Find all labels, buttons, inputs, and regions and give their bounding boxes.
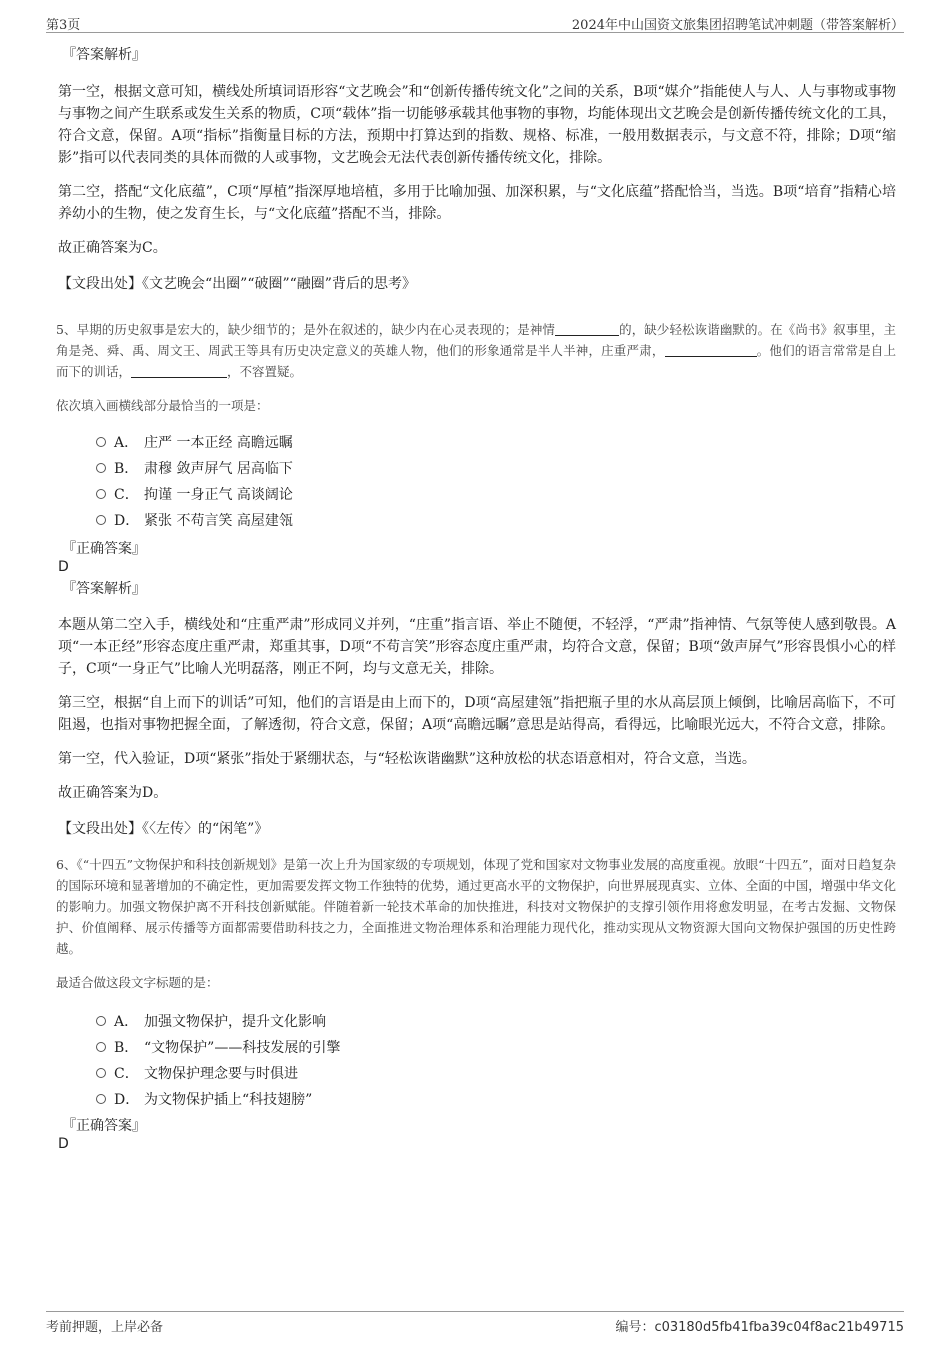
correct-answer: D xyxy=(58,559,69,575)
question-5-options xyxy=(56,430,896,534)
option-b[interactable]: B． 肃穆 敛声屏气 居高临下 xyxy=(96,456,896,482)
correct-answer: D xyxy=(58,1136,69,1152)
radio-circle-icon[interactable] xyxy=(96,437,106,447)
analysis-label: 『答案解析』 xyxy=(62,581,146,597)
analysis-conclusion: 故正确答案为C。 xyxy=(58,240,167,256)
analysis-paragraph: 第一空，代入验证，D项“紧张”指处于紧绷状态，与“轻松诙谐幽默”这种放松的状态语意相对，符合文意，当选。 xyxy=(58,751,756,767)
radio-circle-icon[interactable] xyxy=(96,1068,106,1078)
radio-circle-icon[interactable] xyxy=(96,515,106,525)
analysis-paragraph: 本题从第二空入手，横线处和“庄重严肃”形成同义并列，“庄重”指言语、举止不随便，不轻浮，“严肃”指神情、气氛等使人感到敬畏。A项“一本正经”形容态度庄重严肃，郑重其事，D项“不苟言笑”形容态度庄重严肃，均符合文意，保留；B项“敛声屏气”形容畏惧小心的样子，C项“一身正气”比喻人光明磊落，刚正不阿，均与文意无关，排除。 xyxy=(58,617,896,677)
radio-circle-icon[interactable] xyxy=(96,463,106,473)
page-header xyxy=(46,12,904,33)
blank-line xyxy=(665,342,757,357)
analysis-conclusion: 故正确答案为D。 xyxy=(58,785,168,801)
option-a[interactable]: A． 庄严 一本正经 高瞻远瞩 xyxy=(96,430,896,456)
option-a[interactable]: A． 加强文物保护，提升文化影响 xyxy=(96,1009,896,1035)
analysis-paragraph: 第二空，搭配“文化底蕴”，C项“厚植”指深厚地培植，多用于比喻加强、加深积累，与“文化底蕴”搭配恰当，当选。B项“培育”指精心培养幼小的生物，使之发育生长，与“文化底蕴”搭配不当，排除。 xyxy=(58,184,896,222)
document-title: 2024年中山国资文旅集团招聘笔试冲刺题（带答案解析） xyxy=(571,18,904,33)
footer-slogan: 考前押题，上岸必备 xyxy=(46,1320,164,1335)
page-number: 第3页 xyxy=(46,18,81,33)
analysis-paragraph: 第三空，根据“自上而下的训话”可知，他们的言语是由上而下的，D项“高屋建瓴”指把瓶子里的水从高层顶上倾倒，比喻居高临下，不可阻遏，也指对事物把握全面，了解透彻，符合文意，保留；A项“高瞻远瞩”意思是站得高，看得远，比喻眼光远大，不符合文意，排除。 xyxy=(58,695,896,733)
page-footer xyxy=(46,1311,904,1334)
radio-circle-icon[interactable] xyxy=(96,489,106,499)
blank-line xyxy=(555,321,619,336)
analysis-label: 『答案解析』 xyxy=(62,47,146,63)
correct-answer-label: 『正确答案』 xyxy=(62,541,146,557)
option-b[interactable]: B． “文物保护”——科技发展的引擎 xyxy=(96,1035,896,1061)
question-5-stem: 5、早期的历史叙事是宏大的，缺少细节的；是外在叙述的，缺少内在心灵表现的；是神情 的，缺少轻松诙谐幽默的。在《尚书》叙事里，主角是尧、舜、禹、周文王、周武王等具有历史决定意义的英雄人物，他们的形象通常是半人半神，庄重严肃， 。他们的语言常常是自上而下的训话， ，不容置疑。 xyxy=(56,322,896,379)
document-code: 编号：c03180d5fb41fba39c04f8ac21b49715 xyxy=(615,1320,904,1335)
option-d[interactable]: D． 为文物保护插上“科技翅膀” xyxy=(96,1087,896,1113)
radio-circle-icon[interactable] xyxy=(96,1094,106,1104)
question-5-prompt: 依次填入画横线部分最恰当的一项是： xyxy=(56,398,269,413)
question-6-stem: 6、《“十四五”文物保护和科技创新规划》是第一次上升为国家级的专项规划，体现了党和国家对文物事业发展的高度重视。放眼“十四五”，面对日趋复杂的国际环境和显著增加的不确定性，更加需要发挥文物工作独特的优势，通过更高水平的文物保护，向世界展现真实、立体、全面的中国，增强中华文化的影响力。加强文物保护离不开科技创新赋能。伴随着新一轮技术革命的加快推进，科技对文物保护的支撑引领作用将愈发明显，在考古发掘、文物保护、价值阐释、展示传播等方面都需要借助科技之力，全面推进文物治理体系和治理能力现代化，推动实现从文物资源大国向文物保护强国的历史性跨越。 xyxy=(56,857,896,956)
source-citation: 【文段出处】《文艺晚会“出圈”“破圈”“融圈”背后的思考》 xyxy=(58,276,416,292)
source-citation: 【文段出处】《〈左传〉的“闲笔”》 xyxy=(58,821,269,837)
radio-circle-icon[interactable] xyxy=(96,1042,106,1052)
option-c[interactable]: C． 拘谨 一身正气 高谈阔论 xyxy=(96,482,896,508)
blank-line xyxy=(131,363,227,378)
page-content xyxy=(56,44,896,1153)
radio-circle-icon[interactable] xyxy=(96,1016,106,1026)
option-d[interactable]: D． 紧张 不苟言笑 高屋建瓴 xyxy=(96,508,896,534)
analysis-paragraph: 第一空，根据文意可知，横线处所填词语形容“文艺晚会”和“创新传播传统文化”之间的关系，B项“媒介”指能使人与人、人与事物或事物与事物之间产生联系或发生关系的物质，C项“载体”指一切能够承载其他事物的事物，均能体现出文艺晚会是创新传播传统文化的工具，符合文意，保留。A项“指标”指衡量目标的方法，预期中打算达到的指数、规格、标准，一般用数据表示，与文意不符，排除；D项“缩影”指可以代表同类的具体而微的人或事物，文艺晚会无法代表创新传播传统文化，排除。 xyxy=(58,84,896,166)
question-6-prompt: 最适合做这段文字标题的是： xyxy=(56,975,219,990)
question-6-options xyxy=(56,1009,896,1113)
option-c[interactable]: C． 文物保护理念要与时俱进 xyxy=(96,1061,896,1087)
correct-answer-label: 『正确答案』 xyxy=(62,1118,146,1134)
